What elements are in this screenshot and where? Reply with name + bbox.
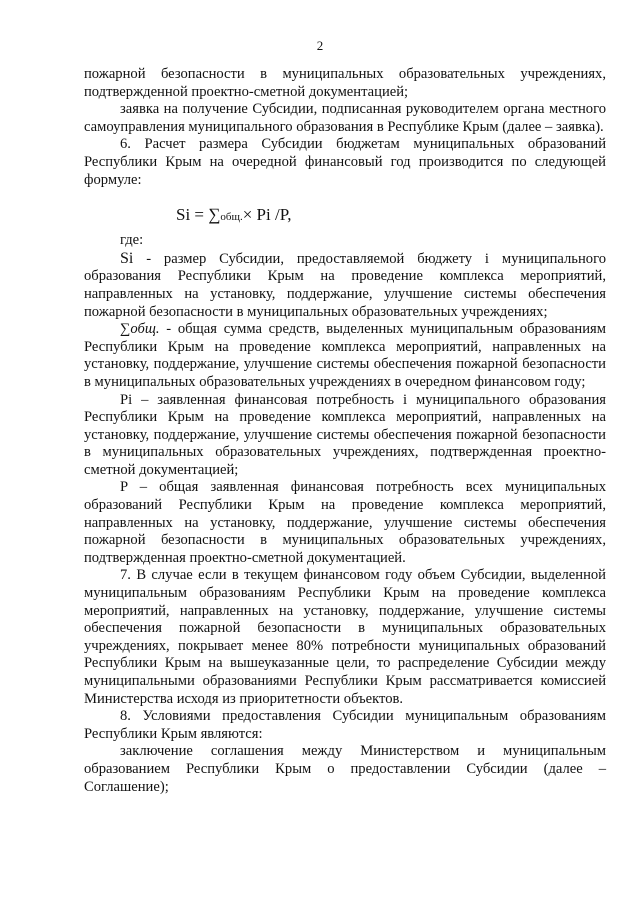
definition-p: P – общая заявленная финансовая потребность всех муниципальных образований Республики Крым на проведение комплекса мероприятий, направленных на установку, поддержание, улучшение системы обеспечения пожарной безопасности в муниципальных образовательных учреждениях, подтвержденная проектно-сметной документацией.: [84, 479, 606, 566]
document-body: [84, 66, 606, 796]
paragraph-8-conditions: 8. Условиями предоставления Субсидии муниципальным образованиям Республики Крым являются:: [84, 708, 606, 742]
definition-si: [84, 250, 606, 321]
formula-right: × Pi /P,: [242, 205, 292, 225]
where-label: где:: [120, 232, 144, 249]
definition-sum: [84, 321, 606, 391]
paragraph-fire-safety-continuation: пожарной безопасности в муниципальных образовательных учреждениях, подтвержденной проектно-сметной документацией;: [84, 66, 606, 100]
sum-symbol: ∑общ.: [120, 321, 160, 338]
sum-definition-text: - общая сумма средств, выделенных муниципальным образованиям Республики Крым на проведение комплекса мероприятий, направленных на установку, поддержание, улучшение системы обеспечения пожарной безопасности в муниципальных образовательных учреждениях в очередном финансовом году;: [84, 321, 606, 390]
si-symbol: Si: [120, 249, 134, 267]
si-definition-text: - размер Субсидии, предоставляемой бюджету i муниципального образования Республики Крым на проведение комплекса мероприятий, направленных на установку, поддержание, улучшение системы обеспечения пожарной безопасности в муниципальных образовательных учреждениях;: [84, 250, 606, 320]
formula-left: Si = ∑: [176, 205, 221, 225]
paragraph-7-distribution: 7. В случае если в текущем финансовом году объем Субсидии, выделенной муниципальным образованиям Республики Крым на проведение комплекса мероприятий, направленных на установку, поддержание, улучшение системы обеспечения пожарной безопасности в муниципальных образовательных учреждениях, покрывает менее 80% потребности муниципальных образований Республики Крым на вышеуказанные цели, то распределение Субсидии между муниципальными образованиями Республики Крым рассматривается комиссией Министерства исходя из приоритетности объектов.: [84, 567, 606, 707]
paragraph-agreement: заключение соглашения между Министерством и муниципальным образованием Республики Крым о предоставлении Субсидии (далее – Соглашение);: [84, 743, 606, 795]
page-number: 2: [316, 38, 324, 53]
paragraph-application: заявка на получение Субсидии, подписанная руководителем органа местного самоуправления муниципального образования в Республике Крым (далее – заявка).: [84, 101, 606, 135]
subsidy-formula: [176, 204, 606, 228]
formula-subscript: общ.: [220, 211, 243, 224]
definition-pi: Pi – заявленная финансовая потребность i муниципального образования Республики Крым на проведение комплекса мероприятий, направленных на установку, поддержание, улучшение системы обеспечения пожарной безопасности в муниципальных образовательных учреждениях, подтвержденная проектно-сметной документацией;: [84, 391, 606, 478]
paragraph-6-calculation: 6. Расчет размера Субсидии бюджетам муниципальных образований Республики Крым на очередной финансовый год производится по следующей формуле:: [84, 136, 606, 188]
